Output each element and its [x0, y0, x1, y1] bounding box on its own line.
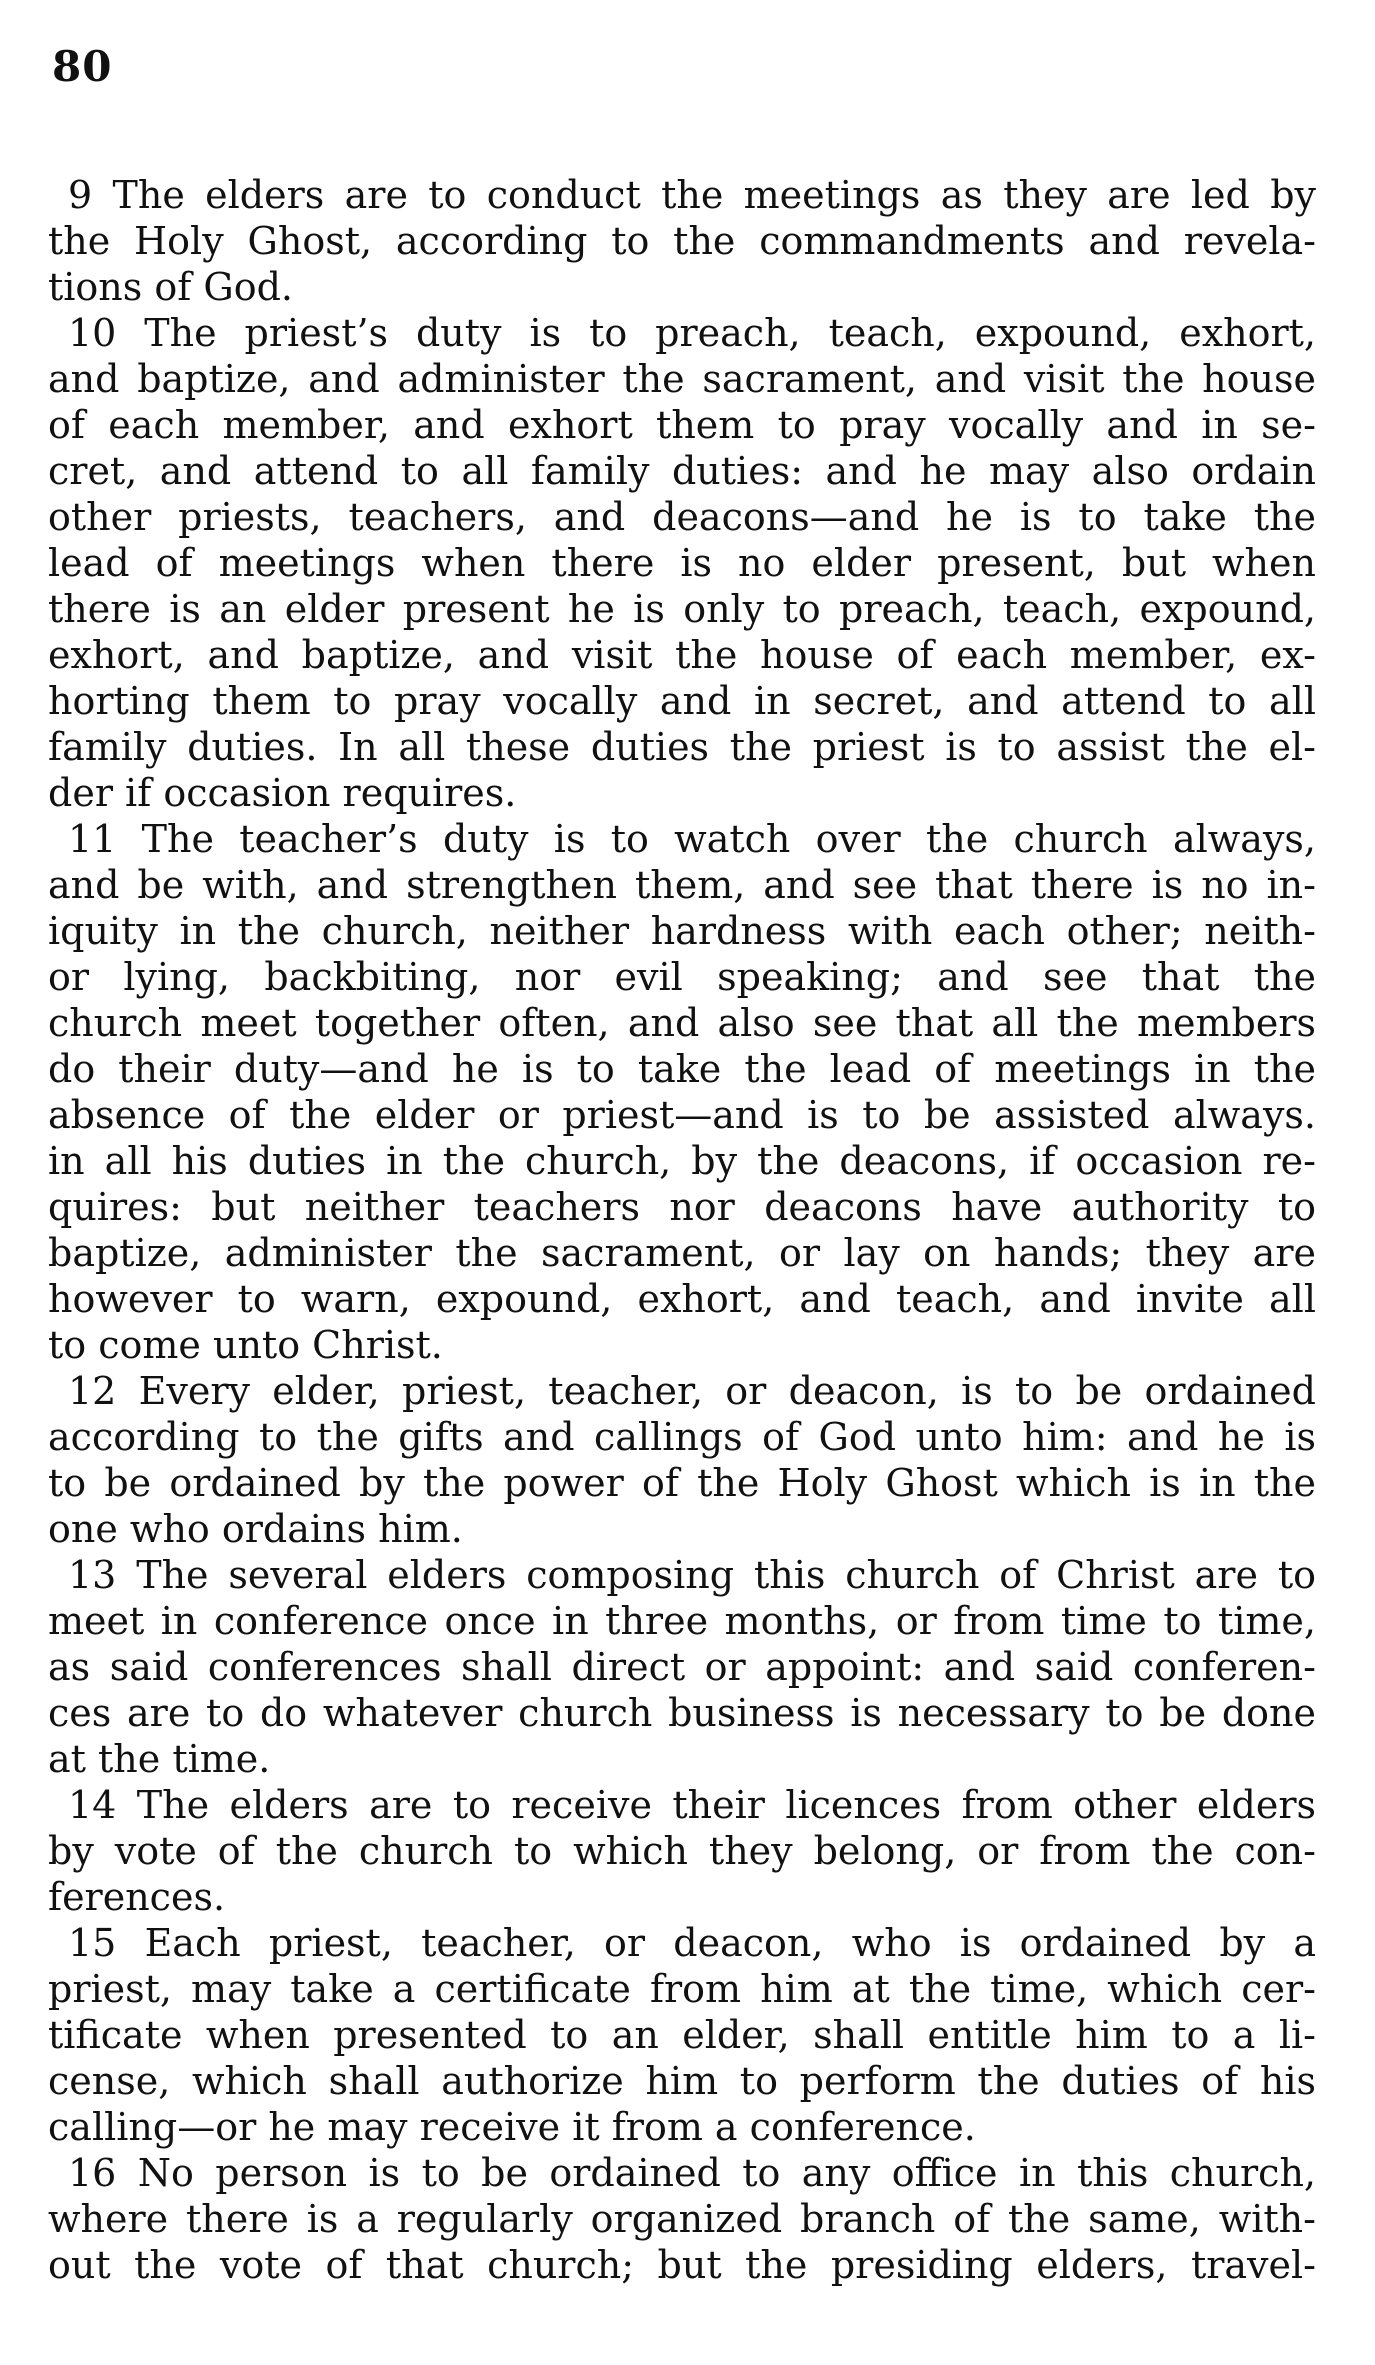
text-line: tificate when presented to an elder, shall entitle him to a li- [48, 2013, 1316, 2057]
text-line: the Holy Ghost, according to the commandments and revela- [48, 219, 1316, 263]
text-line: iquity in the church, neither hardness with each other; neith- [48, 909, 1316, 953]
text-line: exhort, and baptize, and visit the house of each member, ex- [48, 633, 1316, 677]
text-line: 9 The elders are to conduct the meetings as they are led by [68, 173, 1316, 217]
text-line: der if occasion requires. [48, 771, 517, 815]
text-line: 12 Every elder, priest, teacher, or deacon, is to be ordained [68, 1369, 1316, 1413]
text-line: out the vote of that church; but the presiding elders, travel- [48, 2243, 1316, 2287]
text-line: cense, which shall authorize him to perform the duties of his [48, 2059, 1316, 2103]
text-line: church meet together often, and also see that all the members [48, 1001, 1316, 1045]
text-line: 14 The elders are to receive their licences from other elders [68, 1783, 1316, 1827]
body-text [48, 172, 1316, 2288]
text-line: absence of the elder or priest—and is to be assisted always. [48, 1093, 1316, 1137]
text-line: of each member, and exhort them to pray vocally and in se- [48, 403, 1316, 447]
text-line: 13 The several elders composing this church of Christ are to [68, 1553, 1316, 1597]
text-line: family duties. In all these duties the priest is to assist the el- [48, 725, 1316, 769]
text-line: or lying, backbiting, nor evil speaking; and see that the [48, 955, 1316, 999]
text-line: cret, and attend to all family duties: and he may also ordain [48, 449, 1316, 493]
text-line: there is an elder present he is only to preach, teach, expound, [48, 587, 1316, 631]
text-line: priest, may take a certificate from him at the time, which cer- [48, 1967, 1316, 2011]
text-line: 11 The teacher’s duty is to watch over the church always, [68, 817, 1316, 861]
text-line: however to warn, expound, exhort, and teach, and invite all [48, 1277, 1316, 1321]
text-line: in all his duties in the church, by the deacons, if occasion re- [48, 1139, 1316, 1183]
text-line: as said conferences shall direct or appoint: and said conferen- [48, 1645, 1316, 1689]
text-line: ces are to do whatever church business is necessary to be done [48, 1691, 1316, 1735]
text-line: where there is a regularly organized branch of the same, with- [48, 2197, 1316, 2241]
text-line: to come unto Christ. [48, 1323, 443, 1367]
text-line: one who ordains him. [48, 1507, 463, 1551]
text-line: other priests, teachers, and deacons—and he is to take the [48, 495, 1316, 539]
text-line: meet in conference once in three months, or from time to time, [48, 1599, 1316, 1643]
text-line: tions of God. [48, 265, 294, 309]
text-line: lead of meetings when there is no elder present, but when [48, 541, 1316, 585]
text-line: do their duty—and he is to take the lead of meetings in the [48, 1047, 1316, 1091]
text-line: and baptize, and administer the sacrament, and visit the house [48, 357, 1316, 401]
text-line: to be ordained by the power of the Holy Ghost which is in the [48, 1461, 1316, 1505]
text-line: by vote of the church to which they belong, or from the con- [48, 1829, 1316, 1873]
text-line: 16 No person is to be ordained to any office in this church, [68, 2151, 1316, 2195]
text-line: 15 Each priest, teacher, or deacon, who is ordained by a [68, 1921, 1316, 1965]
text-line: calling—or he may receive it from a conference. [48, 2105, 976, 2149]
text-line: quires: but neither teachers nor deacons have authority to [48, 1185, 1316, 1229]
page-number: 80 [52, 42, 113, 91]
text-line: and be with, and strengthen them, and see that there is no in- [48, 863, 1316, 907]
text-line: 10 The priest’s duty is to preach, teach, expound, exhort, [68, 311, 1316, 355]
text-line: horting them to pray vocally and in secret, and attend to all [48, 679, 1316, 723]
text-line: baptize, administer the sacrament, or lay on hands; they are [48, 1231, 1316, 1275]
text-line: according to the gifts and callings of God unto him: and he is [48, 1415, 1316, 1459]
text-line: ferences. [48, 1875, 226, 1919]
text-line: at the time. [48, 1737, 271, 1781]
